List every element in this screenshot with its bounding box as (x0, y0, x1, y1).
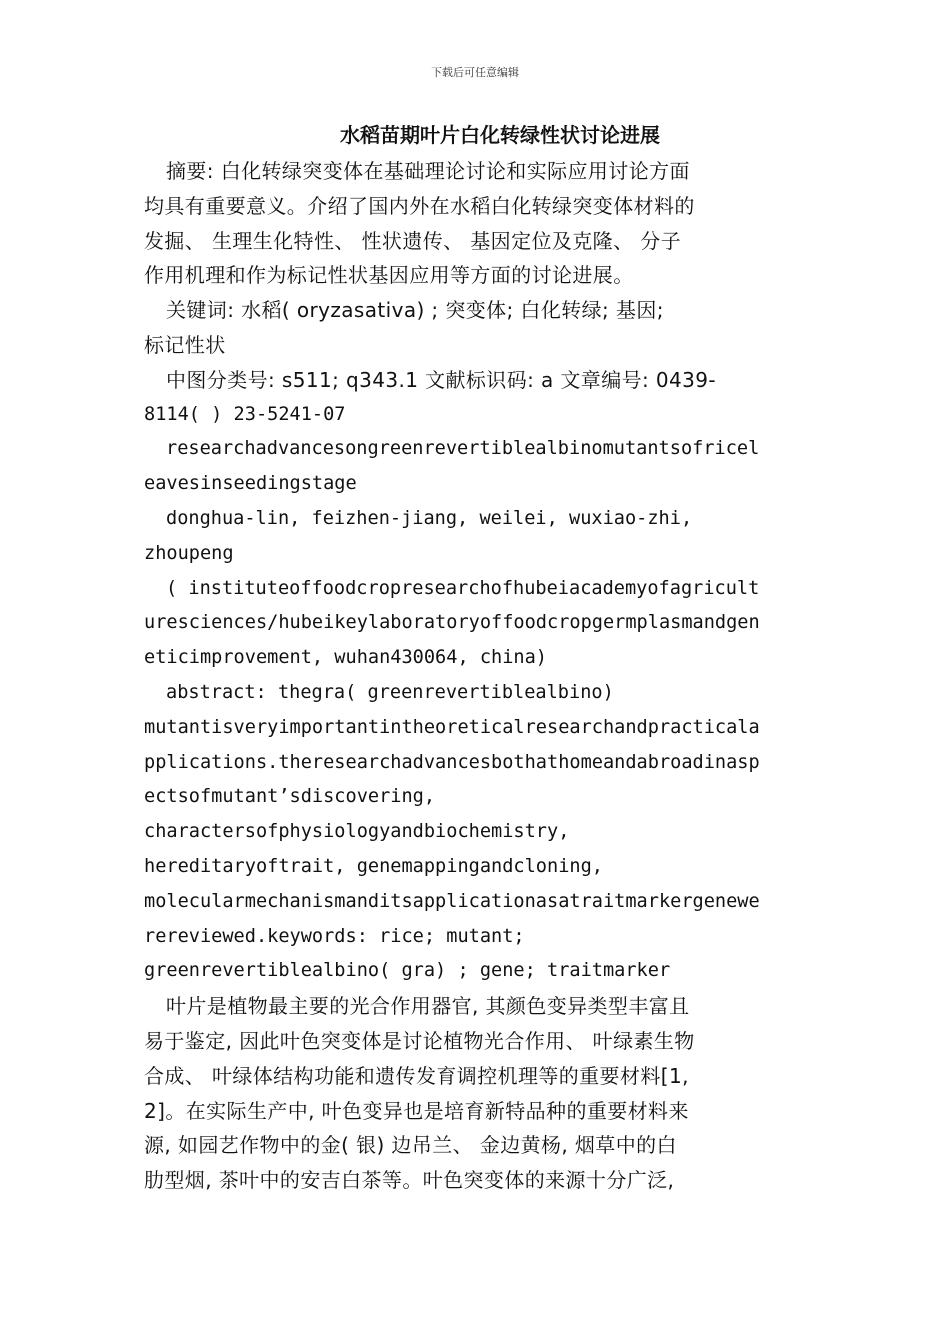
header-note: 下载后可任意编辑 (431, 66, 519, 79)
abstract-en-line: greenrevertiblealbino( gra) ; gene; traitmarker (144, 960, 671, 982)
body-paragraph-line: 肋型烟, 茶叶中的安吉白茶等。叶色突变体的来源十分广泛, (144, 1168, 675, 1193)
authors-line: zhoupeng (144, 542, 234, 564)
abstract-en-line: hereditaryoftrait, genemappingandcloning, (144, 855, 603, 877)
keywords-cn-line: 标记性状 (144, 332, 226, 357)
authors-line: donghua-lin, feizhen-jiang, weilei, wuxiao-zhi, (166, 507, 693, 529)
affiliation-line: uresciences/hubeikeylaboratoryoffoodcropgermplasmandgen (144, 612, 760, 634)
classification-line: 中图分类号: s511; q343.1 文献标识码: a 文章编号: 0439- (166, 367, 717, 392)
abstract-en-line: pplications.theresearchadvancesbothathomeandabroadinasp (144, 751, 760, 773)
body-paragraph-line: 叶片是植物最主要的光合作用器官, 其颜色变异类型丰富且 (166, 994, 690, 1019)
abstract-en-line: mutantisveryimportantintheoreticalresearchandpracticala (144, 716, 760, 738)
keywords-cn-line: 关键词: 水稻( oryzasativa) ; 突变体; 白化转绿; 基因; (166, 298, 664, 323)
abstract-en-line: rereviewed.keywords: rice; mutant; (144, 925, 525, 947)
abstract-cn-line: 发掘、 生理生化特性、 性状遗传、 基因定位及克隆、 分子 (144, 228, 682, 253)
body-paragraph-line: 易于鉴定, 因此叶色突变体是讨论植物光合作用、 叶绿素生物 (144, 1028, 695, 1053)
english-title-line: eavesinseedingstage (144, 473, 357, 495)
document-title: 水稻苗期叶片白化转绿性状讨论进展 (340, 123, 660, 147)
abstract-en-line: ectsofmutant’sdiscovering, (144, 786, 436, 808)
body-paragraph-line: 源, 如园艺作物中的金( 银) 边吊兰、 金边黄杨, 烟草中的白 (144, 1133, 677, 1158)
abstract-en-line: charactersofphysiologyandbiochemistry, (144, 821, 570, 843)
abstract-cn-line: 均具有重要意义。介绍了国内外在水稻白化转绿突变体材料的 (144, 193, 695, 218)
document-body (144, 154, 780, 1198)
body-paragraph-line: 2]。在实际生产中, 叶色变异也是培育新特品种的重要材料来 (144, 1098, 689, 1123)
affiliation-line: eticimprovement, wuhan430064, china) (144, 647, 547, 669)
affiliation-line: ( instituteoffoodcropresearchofhubeiacademyofagricult (166, 577, 760, 599)
english-title-line: researchadvancesongreenrevertiblealbinomutantsofricel (166, 438, 760, 460)
abstract-cn-line: 摘要: 白化转绿突变体在基础理论讨论和实际应用讨论方面 (166, 159, 690, 183)
abstract-en-line: molecularmechanismanditsapplicationasatraitmarkergenewe (144, 890, 760, 912)
abstract-cn-line: 作用机理和作为标记性状基因应用等方面的讨论进展。 (144, 263, 634, 288)
body-paragraph-line: 合成、 叶绿体结构功能和遗传发育调控机理等的重要材料[1, (144, 1063, 689, 1088)
classification-line: 8114( ) 23-5241-07 (144, 403, 346, 425)
abstract-en-line: abstract: thegra( greenrevertiblealbino) (166, 681, 614, 703)
